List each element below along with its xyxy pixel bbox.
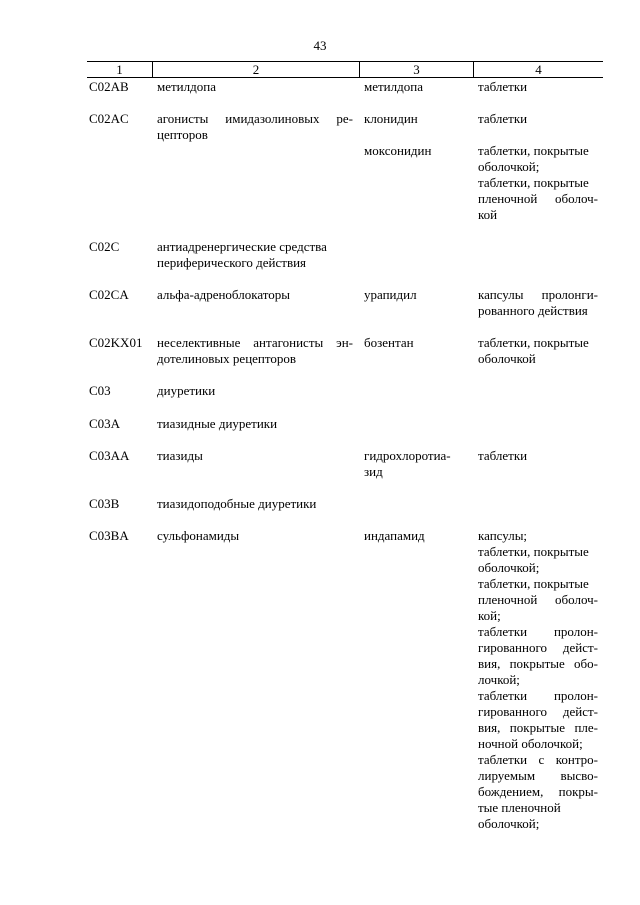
anatomical-group	[157, 287, 353, 303]
anatomical-group	[157, 335, 353, 367]
drug-name	[364, 287, 464, 303]
table-header	[87, 61, 603, 78]
atc-code: C02KX01	[89, 335, 143, 350]
cell-line: зид	[364, 464, 383, 479]
drug-name	[364, 143, 464, 159]
page-number: 43	[313, 38, 327, 53]
cell-line: моксонидин	[364, 143, 432, 158]
cell-line: гированного дейст-	[478, 640, 598, 655]
cell-line: таблетки	[478, 111, 528, 126]
anatomical-group	[157, 383, 353, 399]
atc-code: C03A	[89, 416, 121, 431]
dosage-form	[478, 111, 598, 127]
cell-line: цепторов	[157, 127, 208, 142]
dosage-form	[478, 287, 598, 319]
atc-code: C02AB	[89, 79, 129, 94]
dosage-form	[478, 528, 598, 832]
cell-line: гированного дейст-	[478, 704, 598, 719]
column-header-4: 4	[535, 62, 542, 77]
cell-line: индапамид	[364, 528, 425, 543]
dosage-form	[478, 143, 598, 223]
anatomical-group	[157, 111, 353, 143]
atc-code: C03AA	[89, 448, 130, 463]
cell-line: ночной оболочкой;	[478, 736, 583, 751]
cell-line: неселективные антагонисты эн-	[157, 335, 353, 350]
drug-name	[364, 448, 464, 480]
column-header-3: 3	[413, 62, 420, 77]
column-header-1: 1	[116, 62, 123, 77]
atc-code: C02C	[89, 239, 120, 254]
atc-code: C02CA	[89, 287, 129, 302]
anatomical-group	[157, 416, 353, 432]
cell-line: пленочной оболоч-	[478, 191, 598, 206]
cell-line: таблетки с контро-	[478, 752, 598, 767]
cell-line: оболочкой;	[478, 159, 540, 174]
cell-line: тиазидоподобные диуретики	[157, 496, 317, 511]
atc-code: C02AC	[89, 111, 129, 126]
cell-line: лочкой;	[478, 672, 520, 687]
dosage-form	[478, 79, 598, 95]
cell-line: вия, покрытые обо-	[478, 656, 598, 671]
dosage-form	[478, 335, 598, 367]
cell-line: оболочкой;	[478, 816, 540, 831]
cell-line: сульфонамиды	[157, 528, 240, 543]
cell-line: тиазидные диуретики	[157, 416, 278, 431]
cell-line: бождением, покры-	[478, 784, 598, 799]
cell-line: кой;	[478, 608, 501, 623]
cell-line: таблетки, покрытые	[478, 544, 589, 559]
cell-line: таблетки, покрытые	[478, 576, 589, 591]
cell-line: оболочкой	[478, 351, 536, 366]
cell-line: таблетки пролон-	[478, 688, 598, 703]
atc-code: C03B	[89, 496, 120, 511]
cell-line: оболочкой;	[478, 560, 540, 575]
cell-line: диуретики	[157, 383, 216, 398]
cell-line: таблетки	[478, 448, 528, 463]
drug-name	[364, 111, 464, 127]
dosage-form	[478, 448, 598, 464]
cell-line: таблетки пролон-	[478, 624, 598, 639]
cell-line: тые пленочной	[478, 800, 561, 815]
anatomical-group	[157, 528, 353, 544]
cell-line: рованного действия	[478, 303, 588, 318]
cell-line: метилдопа	[364, 79, 423, 94]
cell-line: таблетки, покрытые	[478, 143, 589, 158]
cell-line: дотелиновых рецепторов	[157, 351, 297, 366]
cell-line: кой	[478, 207, 498, 222]
anatomical-group	[157, 496, 353, 512]
atc-code: C03	[89, 383, 111, 398]
cell-line: альфа-адреноблокаторы	[157, 287, 291, 302]
cell-line: пленочной оболоч-	[478, 592, 598, 607]
anatomical-group	[157, 79, 353, 95]
cell-line: агонисты имидазолиновых ре-	[157, 111, 353, 126]
cell-line: лируемым высво-	[478, 768, 598, 783]
cell-line: урапидил	[364, 287, 417, 302]
column-header-2: 2	[252, 62, 260, 77]
cell-line: капсулы пролонги-	[478, 287, 598, 302]
cell-line: вия, покрытые пле-	[478, 720, 598, 735]
drug-name	[364, 528, 464, 544]
cell-line: тиазиды	[157, 448, 203, 463]
cell-line: бозентан	[364, 335, 414, 350]
cell-line: таблетки, покрытые	[478, 175, 589, 190]
drug-name	[364, 335, 464, 351]
anatomical-group	[157, 448, 353, 464]
cell-line: антиадренергические средства	[157, 239, 327, 254]
atc-code: C03BA	[89, 528, 129, 543]
cell-line: периферического действия	[157, 255, 307, 270]
anatomical-group	[157, 239, 353, 271]
cell-line: метилдопа	[157, 79, 216, 94]
cell-line: таблетки	[478, 79, 528, 94]
cell-line: клонидин	[364, 111, 418, 126]
drug-name	[364, 79, 464, 95]
cell-line: гидрохлоротиа-	[364, 448, 451, 463]
cell-line: капсулы;	[478, 528, 528, 543]
cell-line: таблетки, покрытые	[478, 335, 589, 350]
